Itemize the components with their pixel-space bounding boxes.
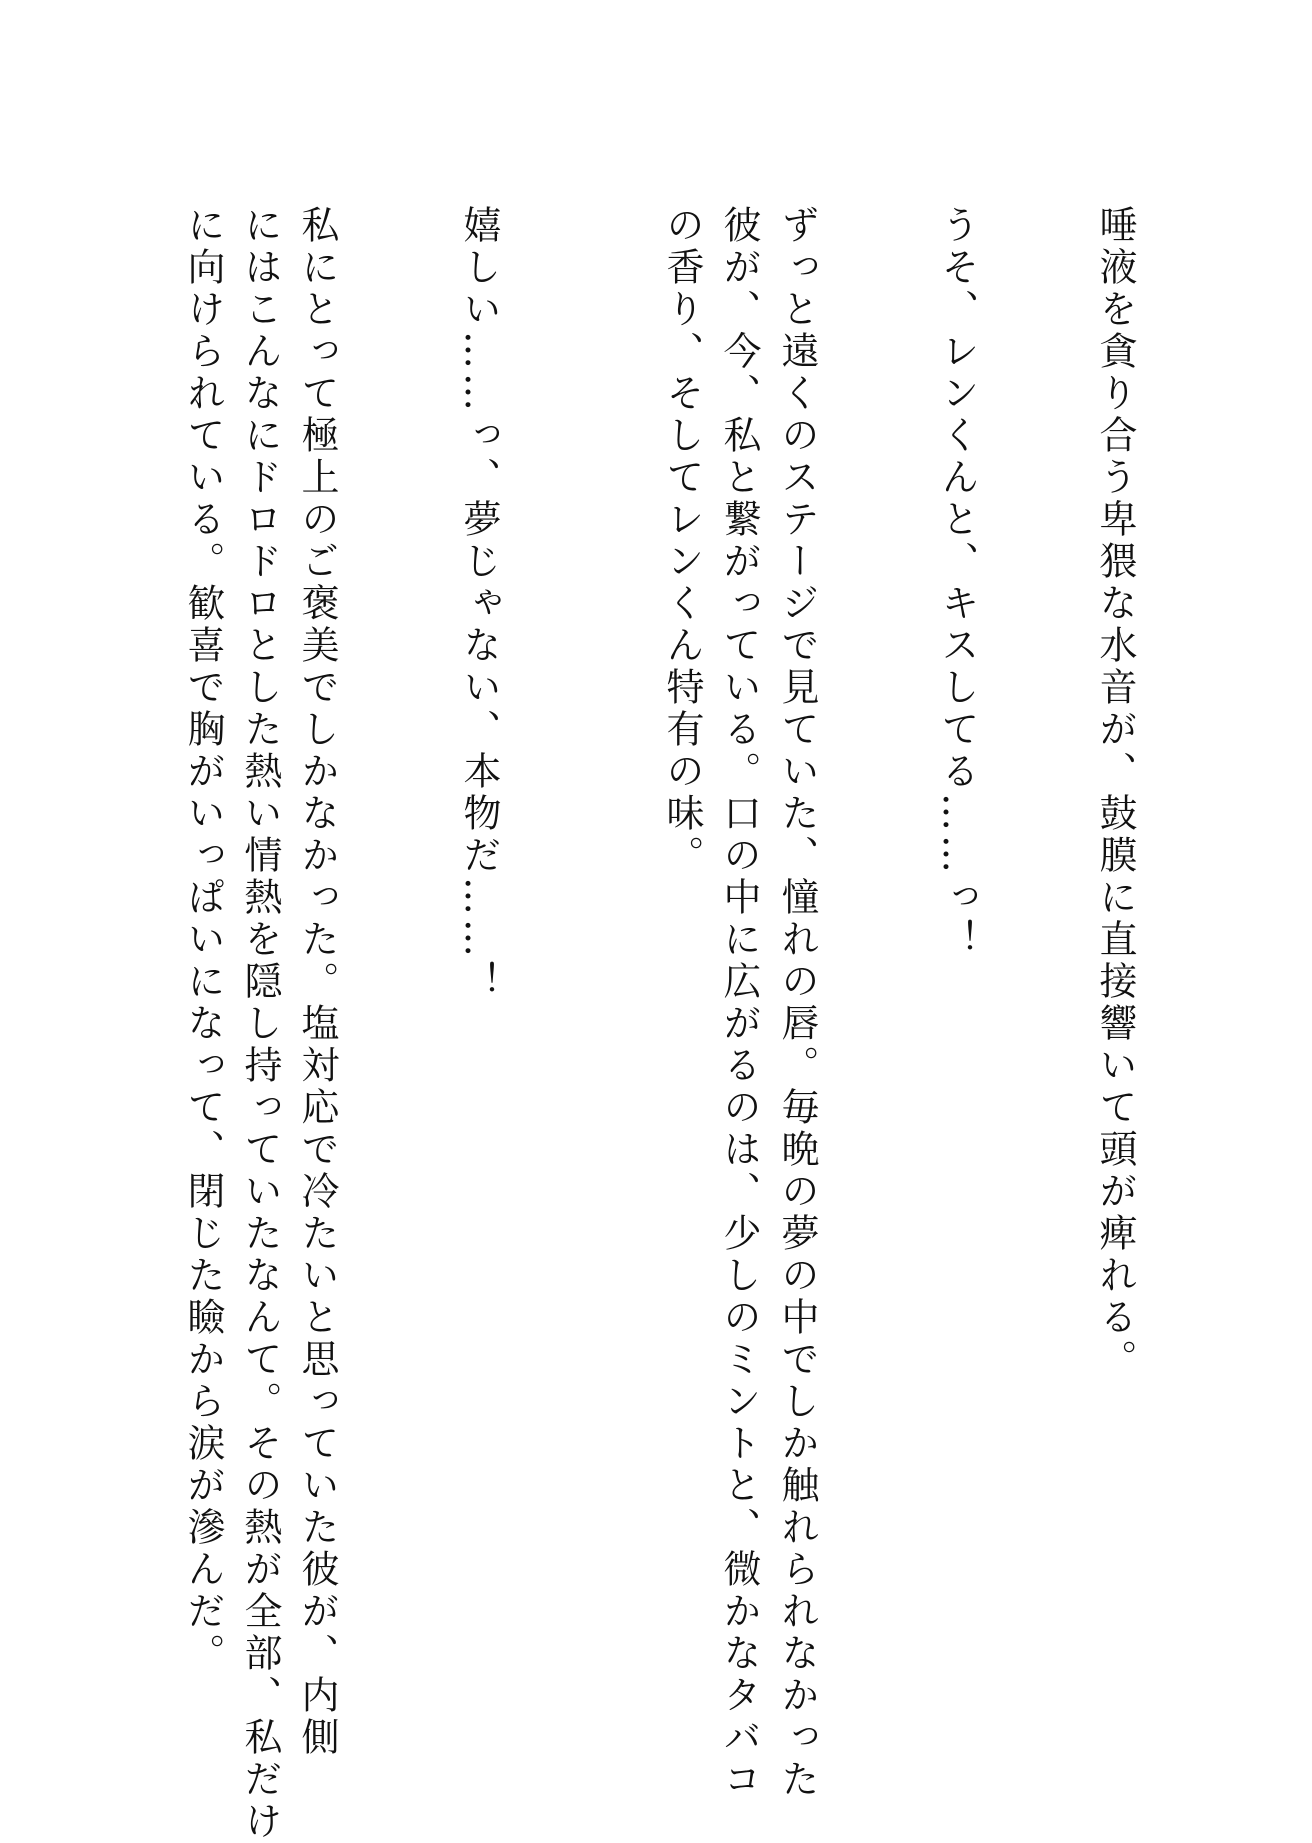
paragraph-3-line-2: 彼が、今、私と繋がっている。口の中に広がるのは、少しのミントと、微かなタバコ: [717, 205, 761, 1801]
paragraph-2-line-1: うそ、レンくんと、キスしてる……っ！: [935, 205, 979, 961]
paragraph-1-line-1: 唾液を貪り合う卑猥な水音が、鼓膜に直接響いて頭が痺れる。: [1093, 205, 1137, 1381]
paragraph-5-line-2: にはこんなにドロドロとした熱い情熱を隠し持っていたなんて。その熱が全部、私だけ: [238, 205, 282, 1843]
paragraph-5-line-3: に向けられている。歓喜で胸がいっぱいになって、閉じた瞼から涙が滲んだ。: [181, 205, 225, 1675]
paragraph-5-line-1: 私にとって極上のご褒美でしかなかった。塩対応で冷たいと思っていた彼が、内側: [295, 205, 339, 1759]
paragraph-3-line-3: の香り、そしてレンくん特有の味。: [660, 205, 704, 877]
paragraph-4-line-1: 嬉しい……っ、夢じゃない、本物だ……！: [457, 205, 501, 1003]
paragraph-3-line-1: ずっと遠くのステージで見ていた、憧れの唇。毎晩の夢の中でしか触れられなかった: [775, 205, 819, 1801]
